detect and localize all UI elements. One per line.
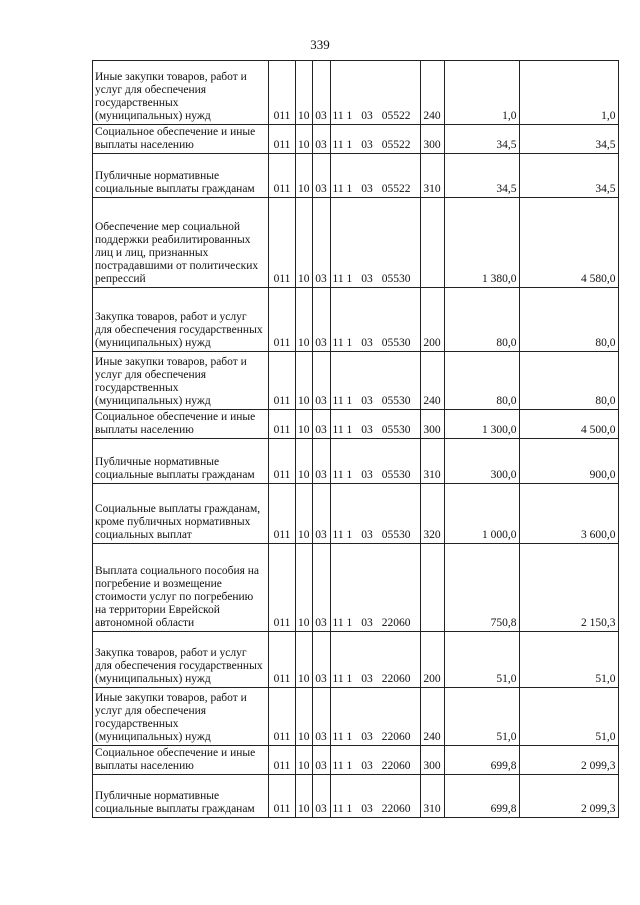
subsection-code-cell: 03: [312, 746, 330, 775]
direction-code: 05530: [381, 337, 411, 349]
section-code-cell: 10: [296, 439, 313, 484]
program-code: 11 1: [332, 273, 353, 285]
target-article-cell: [330, 775, 420, 818]
amount-year1-cell: 750,8: [444, 544, 519, 632]
expense-type-cell: 200: [420, 632, 444, 688]
amount-year2-cell: 4 500,0: [519, 410, 618, 439]
expense-type-cell: 240: [420, 688, 444, 746]
ministry-code-cell: 011: [269, 775, 296, 818]
row-name-cell: Иные закупки товаров, работ и услуг для обеспечения государственных (муниципальных) нужд: [93, 352, 269, 410]
row-name-cell: Публичные нормативные социальные выплаты гражданам: [93, 154, 269, 198]
amount-year2-cell: 80,0: [519, 352, 618, 410]
table-row: [93, 410, 619, 439]
program-code: 11 1: [332, 529, 353, 541]
expense-type-cell: 300: [420, 125, 444, 154]
program-code: 11 1: [332, 673, 353, 685]
subsection-code-cell: 03: [312, 125, 330, 154]
section-code-cell: 10: [296, 775, 313, 818]
amount-year1-cell: 1 300,0: [444, 410, 519, 439]
subprogram-code: 03: [361, 424, 373, 436]
subsection-code-cell: 03: [312, 352, 330, 410]
subsection-code-cell: 03: [312, 288, 330, 352]
ministry-code-cell: 011: [269, 125, 296, 154]
amount-year2-cell: 51,0: [519, 688, 618, 746]
page-number: 339: [310, 37, 330, 52]
ministry-code-cell: 011: [269, 688, 296, 746]
expense-type-cell: [420, 198, 444, 288]
amount-year1-cell: 1,0: [444, 61, 519, 125]
amount-year1-cell: 51,0: [444, 688, 519, 746]
amount-year2-cell: 900,0: [519, 439, 618, 484]
subprogram-code: 03: [361, 760, 373, 772]
target-article-cell: [330, 352, 420, 410]
expense-type-cell: 240: [420, 61, 444, 125]
expense-type-cell: 300: [420, 746, 444, 775]
expense-type-cell: 240: [420, 352, 444, 410]
amount-year2-cell: 1,0: [519, 61, 618, 125]
amount-year2-cell: 2 099,3: [519, 775, 618, 818]
subsection-code-cell: 03: [312, 410, 330, 439]
row-name-cell: Закупка товаров, работ и услуг для обеспечения государственных (муниципальных) нужд: [93, 288, 269, 352]
amount-year2-cell: 51,0: [519, 632, 618, 688]
subsection-code-cell: 03: [312, 544, 330, 632]
section-code-cell: 10: [296, 484, 313, 544]
program-code: 11 1: [332, 469, 353, 481]
budget-table: [92, 60, 619, 818]
program-code: 11 1: [332, 337, 353, 349]
target-article-cell: [330, 154, 420, 198]
row-name-cell: Обеспечение мер социальной поддержки реабилитированных лиц и лиц, признанных пострадавшими от политических репрессий: [93, 198, 269, 288]
amount-year1-cell: 34,5: [444, 125, 519, 154]
subsection-code-cell: 03: [312, 61, 330, 125]
target-article-cell: [330, 544, 420, 632]
row-name-cell: Социальные выплаты гражданам, кроме публичных нормативных социальных выплат: [93, 484, 269, 544]
section-code-cell: 10: [296, 154, 313, 198]
ministry-code-cell: 011: [269, 288, 296, 352]
ministry-code-cell: 011: [269, 410, 296, 439]
expense-type-cell: 320: [420, 484, 444, 544]
subprogram-code: 03: [361, 673, 373, 685]
direction-code: 05522: [381, 139, 411, 151]
direction-code: 22060: [381, 617, 411, 629]
subprogram-code: 03: [361, 617, 373, 629]
direction-code: 22060: [381, 803, 411, 815]
row-name-cell: Социальное обеспечение и иные выплаты населению: [93, 125, 269, 154]
target-article-cell: [330, 125, 420, 154]
target-article-cell: [330, 484, 420, 544]
direction-code: 05522: [381, 183, 411, 195]
section-code-cell: 10: [296, 61, 313, 125]
target-article-cell: [330, 198, 420, 288]
amount-year1-cell: 699,8: [444, 775, 519, 818]
subsection-code-cell: 03: [312, 439, 330, 484]
program-code: 11 1: [332, 760, 353, 772]
direction-code: 05530: [381, 395, 411, 407]
target-article-cell: [330, 632, 420, 688]
target-article-cell: [330, 746, 420, 775]
row-name-cell: Закупка товаров, работ и услуг для обеспечения государственных (муниципальных) нужд: [93, 632, 269, 688]
table-row: [93, 544, 619, 632]
table-row: [93, 288, 619, 352]
target-article-cell: [330, 439, 420, 484]
table-row: [93, 154, 619, 198]
section-code-cell: 10: [296, 198, 313, 288]
expense-type-cell: 200: [420, 288, 444, 352]
amount-year1-cell: 80,0: [444, 352, 519, 410]
amount-year2-cell: 34,5: [519, 154, 618, 198]
amount-year2-cell: 80,0: [519, 288, 618, 352]
section-code-cell: 10: [296, 125, 313, 154]
row-name-cell: Социальное обеспечение и иные выплаты населению: [93, 410, 269, 439]
direction-code: 22060: [381, 760, 411, 772]
ministry-code-cell: 011: [269, 439, 296, 484]
direction-code: 05530: [381, 529, 411, 541]
amount-year1-cell: 699,8: [444, 746, 519, 775]
program-code: 11 1: [332, 617, 353, 629]
section-code-cell: 10: [296, 288, 313, 352]
table-row: [93, 746, 619, 775]
table-row: [93, 61, 619, 125]
table-row: [93, 775, 619, 818]
row-name-cell: Выплата социального пособия на погребение и возмещение стоимости услуг по погребению на территории Еврейской автономной области: [93, 544, 269, 632]
amount-year1-cell: 34,5: [444, 154, 519, 198]
subsection-code-cell: 03: [312, 484, 330, 544]
direction-code: 05530: [381, 424, 411, 436]
expense-type-cell: 310: [420, 775, 444, 818]
subprogram-code: 03: [361, 731, 373, 743]
target-article-cell: [330, 410, 420, 439]
subprogram-code: 03: [361, 337, 373, 349]
amount-year1-cell: 80,0: [444, 288, 519, 352]
subprogram-code: 03: [361, 139, 373, 151]
table-row: [93, 632, 619, 688]
table-row: [93, 439, 619, 484]
subsection-code-cell: 03: [312, 154, 330, 198]
program-code: 11 1: [332, 139, 353, 151]
table-row: [93, 352, 619, 410]
table-row: [93, 484, 619, 544]
row-name-cell: Иные закупки товаров, работ и услуг для обеспечения государственных (муниципальных) нужд: [93, 61, 269, 125]
direction-code: 05530: [381, 273, 411, 285]
ministry-code-cell: 011: [269, 484, 296, 544]
target-article-cell: [330, 61, 420, 125]
amount-year2-cell: 4 580,0: [519, 198, 618, 288]
target-article-cell: [330, 288, 420, 352]
section-code-cell: 10: [296, 410, 313, 439]
subprogram-code: 03: [361, 469, 373, 481]
subprogram-code: 03: [361, 110, 373, 122]
direction-code: 22060: [381, 673, 411, 685]
ministry-code-cell: 011: [269, 746, 296, 775]
amount-year1-cell: 51,0: [444, 632, 519, 688]
direction-code: 05522: [381, 110, 411, 122]
expense-type-cell: [420, 544, 444, 632]
ministry-code-cell: 011: [269, 544, 296, 632]
program-code: 11 1: [332, 183, 353, 195]
table-row: [93, 688, 619, 746]
subprogram-code: 03: [361, 273, 373, 285]
amount-year2-cell: 34,5: [519, 125, 618, 154]
section-code-cell: 10: [296, 746, 313, 775]
table-row: [93, 125, 619, 154]
section-code-cell: 10: [296, 688, 313, 746]
expense-type-cell: 310: [420, 439, 444, 484]
program-code: 11 1: [332, 731, 353, 743]
subsection-code-cell: 03: [312, 198, 330, 288]
section-code-cell: 10: [296, 544, 313, 632]
program-code: 11 1: [332, 803, 353, 815]
subsection-code-cell: 03: [312, 632, 330, 688]
program-code: 11 1: [332, 395, 353, 407]
ministry-code-cell: 011: [269, 198, 296, 288]
program-code: 11 1: [332, 424, 353, 436]
row-name-cell: Публичные нормативные социальные выплаты гражданам: [93, 775, 269, 818]
expense-type-cell: 300: [420, 410, 444, 439]
section-code-cell: 10: [296, 632, 313, 688]
table-row: [93, 198, 619, 288]
ministry-code-cell: 011: [269, 61, 296, 125]
amount-year2-cell: 2 099,3: [519, 746, 618, 775]
subsection-code-cell: 03: [312, 775, 330, 818]
ministry-code-cell: 011: [269, 632, 296, 688]
subprogram-code: 03: [361, 803, 373, 815]
subprogram-code: 03: [361, 183, 373, 195]
amount-year1-cell: 1 000,0: [444, 484, 519, 544]
target-article-cell: [330, 688, 420, 746]
section-code-cell: 10: [296, 352, 313, 410]
expense-type-cell: 310: [420, 154, 444, 198]
amount-year1-cell: 300,0: [444, 439, 519, 484]
direction-code: 22060: [381, 731, 411, 743]
direction-code: 05530: [381, 469, 411, 481]
amount-year2-cell: 2 150,3: [519, 544, 618, 632]
amount-year1-cell: 1 380,0: [444, 198, 519, 288]
ministry-code-cell: 011: [269, 352, 296, 410]
amount-year2-cell: 3 600,0: [519, 484, 618, 544]
subprogram-code: 03: [361, 529, 373, 541]
row-name-cell: Социальное обеспечение и иные выплаты населению: [93, 746, 269, 775]
subsection-code-cell: 03: [312, 688, 330, 746]
ministry-code-cell: 011: [269, 154, 296, 198]
row-name-cell: Публичные нормативные социальные выплаты гражданам: [93, 439, 269, 484]
subprogram-code: 03: [361, 395, 373, 407]
row-name-cell: Иные закупки товаров, работ и услуг для обеспечения государственных (муниципальных) нужд: [93, 688, 269, 746]
program-code: 11 1: [332, 110, 353, 122]
